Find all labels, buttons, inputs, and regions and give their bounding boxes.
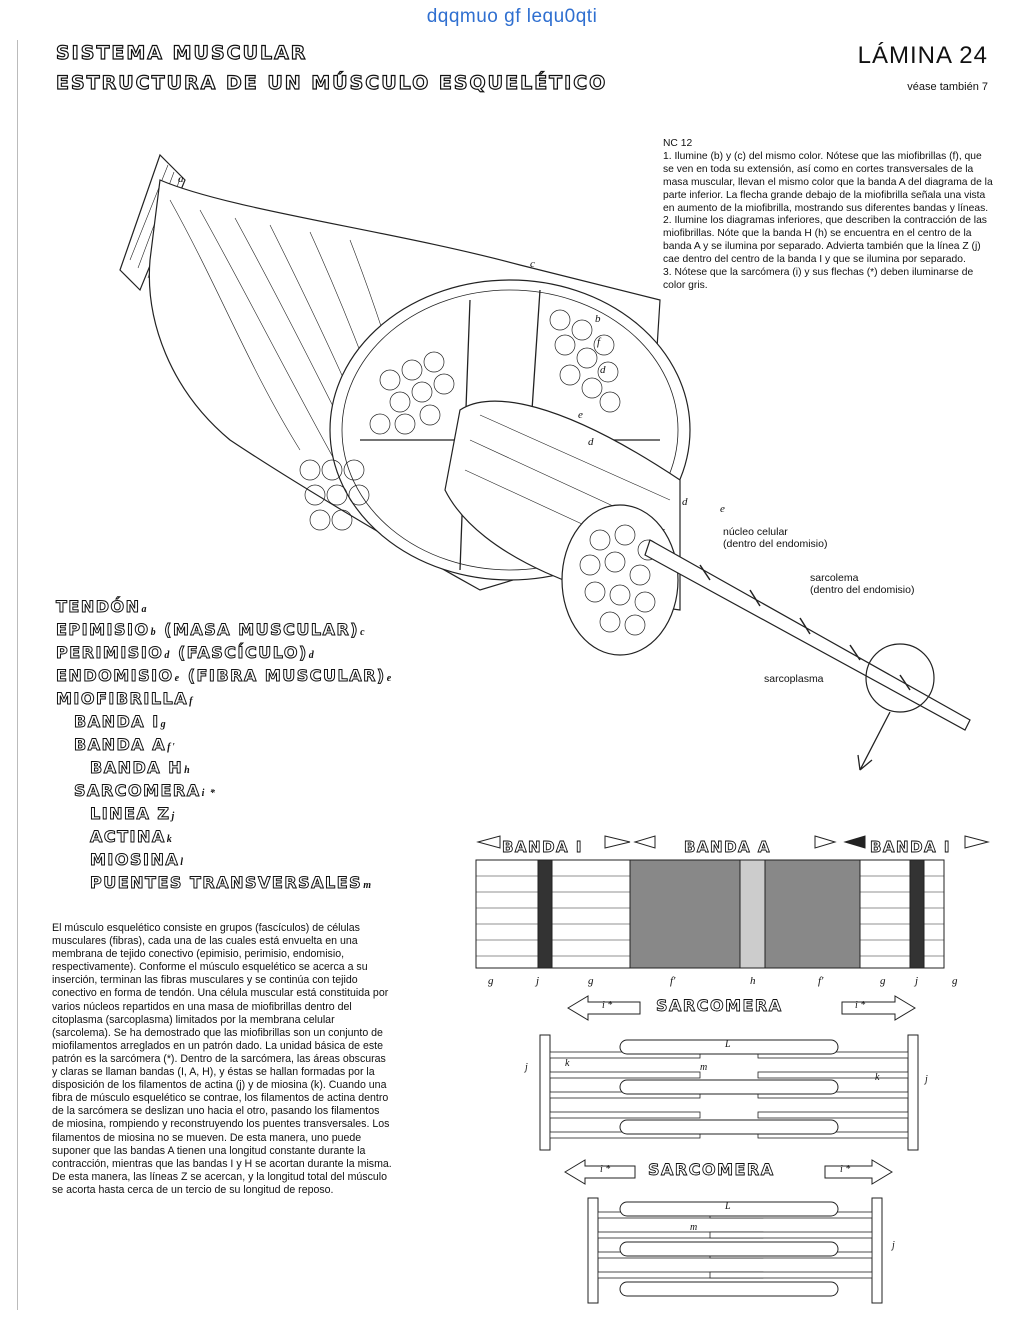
band-letter-0: g: [488, 975, 494, 987]
legend-myosin: MIOSINAl: [90, 850, 185, 869]
sarc-label-j: j: [525, 1062, 528, 1073]
explanatory-text: El músculo esquelético consiste en grupos (fascículos) de células musculares (fibras), cada una de las cuales está envuelta en una membrana de tejido conectivo (epimisio, perimisio, endomisio, respectivamente). Conforme el músculo esquelético se acerca a su inserción, terminan las fibras musculares y se continúa con tejido conectivo en forma de tendón. Una célula muscular está constituida por varios núcleos repartidos en una masa de miofibrillas dentro del citoplasma (sarcoplasma) limitados por la membrana celular (sarcolema). Se ha demostrado que las miofibrillas son un conjunto de miofilamentos arreglados en un patrón dado. La unidad básica de este patrón es la sarcómera (*). Dentro de la sarcómera, las áreas obscuras y claras se llaman bandas (I, A, H), y éstas se hallan formadas por la disposición de los filamentos de actina (j) y de miosina (k). Cuando una fibra de músculo esquelético se contrae, los filamentos de actina dentro de la sarcómera se deslizan uno hacia el otro, pasando los filamentos de miosina, rompiendo y reconstruyendo los puentes transversales. Los filamentos de miosina no se mueven. De esta manera, uno puede suponer que las bandas A tienen una longitud constante durante la contracción, mientras que las bandas I y H se acortan durante la misma. De esta manera, las líneas Z se acercan, y la longitud total del músculo se acorta hasta cerca de un tercio de su longitud de reposo.: [52, 922, 392, 1196]
label-e: e: [578, 409, 583, 421]
label-d2: d: [588, 436, 594, 448]
legend-perimysium: PERIMISIOd (FASCÍCULO)d: [56, 643, 316, 662]
sarc-label-l: L: [725, 1039, 731, 1050]
band-letter-4: h: [750, 975, 756, 987]
page-title-line2: ESTRUCTURA DE UN MÚSCULO ESQUELÉTICO: [56, 72, 608, 94]
sarcomere-title-contracted: SARCOMERA: [648, 1160, 775, 1179]
legend-cross-bridges: PUENTES TRANSVERSALESm: [90, 873, 373, 892]
sarc-label-k: k: [565, 1058, 570, 1069]
legend-myofibril: MIOFIBRILLAf: [56, 689, 194, 708]
margin-rule: [17, 40, 18, 1310]
sarc-label-j2: j: [925, 1074, 928, 1085]
legend-tendon: TENDÓNa: [56, 597, 149, 616]
instruction-item-2: 2. Ilumine los diagramas inferiores, que describen la contracción de las miofibrillas. Nóte que la banda H (h) se encuentra en el centro de la banda A y se ilumina por separado. Advierta también que la línea Z (j) cae dentro del centro de la banda I y que se ilumina por separado.: [663, 215, 987, 266]
label-f: f: [597, 336, 601, 348]
plate-number: LÁMINA 24: [857, 42, 988, 69]
band-letter-7: j: [915, 975, 919, 987]
legend-band-h: BANDA Hh: [90, 758, 192, 777]
band-diagram: [470, 832, 1000, 992]
label-a: a: [178, 173, 184, 185]
label-e2: e: [720, 503, 725, 515]
legend-endomysium: ENDOMISIOe (FIBRA MUSCULAR)e: [56, 666, 393, 685]
label-d: d: [600, 364, 606, 376]
band-letter-1: j: [536, 975, 540, 987]
see-also-note: véase también 7: [907, 81, 988, 93]
watermark-text: dqqmuo gf lequ0qti: [426, 6, 598, 27]
sarc-arrow-left-2: i *: [600, 1164, 611, 1175]
legend-sarcomere: SARCOMERAi *: [74, 781, 217, 800]
sarc-label-m: m: [700, 1062, 708, 1073]
sarc-label-m2: m: [690, 1222, 698, 1233]
band-i-left-header: BANDA I: [502, 838, 583, 856]
band-i-right-header: BANDA I: [870, 838, 951, 856]
band-letter-6: g: [880, 975, 886, 987]
sarcomere-title-relaxed: SARCOMERA: [656, 996, 783, 1015]
instructions-code: NC 12: [663, 138, 693, 149]
page-title-line1: SISTEMA MUSCULAR: [56, 42, 308, 64]
band-letter-2: g: [588, 975, 594, 987]
sarcolemma-label: sarcolema (dentro del endomisio): [810, 572, 915, 596]
sarc-arrow-right: i *: [855, 1000, 866, 1011]
legend-band-i: BANDA Ig: [74, 712, 168, 731]
band-letter-3: f': [670, 975, 676, 987]
sarcomere-diagrams: [520, 990, 940, 1310]
sarc-label-k2: k: [875, 1072, 880, 1083]
band-a-header: BANDA A: [684, 838, 771, 856]
legend-epimysium: EPIMISIOb (MASA MUSCULAR)c: [56, 620, 367, 639]
sarcoplasm-label: sarcoplasma: [764, 673, 824, 685]
sarc-label-j3: j: [892, 1240, 895, 1251]
sarc-arrow-left: i *: [602, 1000, 613, 1011]
legend-z-line: LINEA Zj: [90, 804, 176, 823]
instruction-item-1: 1. Ilumine (b) y (c) del mismo color. Nótese que las miofibrillas (f), que se ven en toda su extensión, así como en cortes transversales de la masa muscular, llevan el mismo color que la banda A del diagrama de la parte inferior. La flecha grande debajo de la miofibrilla señala una vista en aumento de la miofibrilla, mostrando sus diferentes bandas y líneas.: [663, 150, 993, 214]
sarc-arrow-right-2: i *: [840, 1164, 851, 1175]
label-c: c: [530, 258, 535, 270]
nucleus-label: núcleo celular (dentro del endomisio): [723, 526, 828, 550]
label-d3: d: [682, 496, 688, 508]
legend-band-a: BANDA Af': [74, 735, 177, 754]
instruction-item-3: 3. Nótese que la sarcómera (i) y sus flechas (*) deben iluminarse de color gris.: [663, 267, 974, 291]
coloring-instructions: [663, 138, 993, 293]
band-letter-8: g: [952, 975, 958, 987]
legend-actin: ACTINAk: [90, 827, 174, 846]
label-b: b: [595, 313, 601, 325]
sarc-label-l2: L: [725, 1201, 731, 1212]
band-letter-5: f': [818, 975, 824, 987]
